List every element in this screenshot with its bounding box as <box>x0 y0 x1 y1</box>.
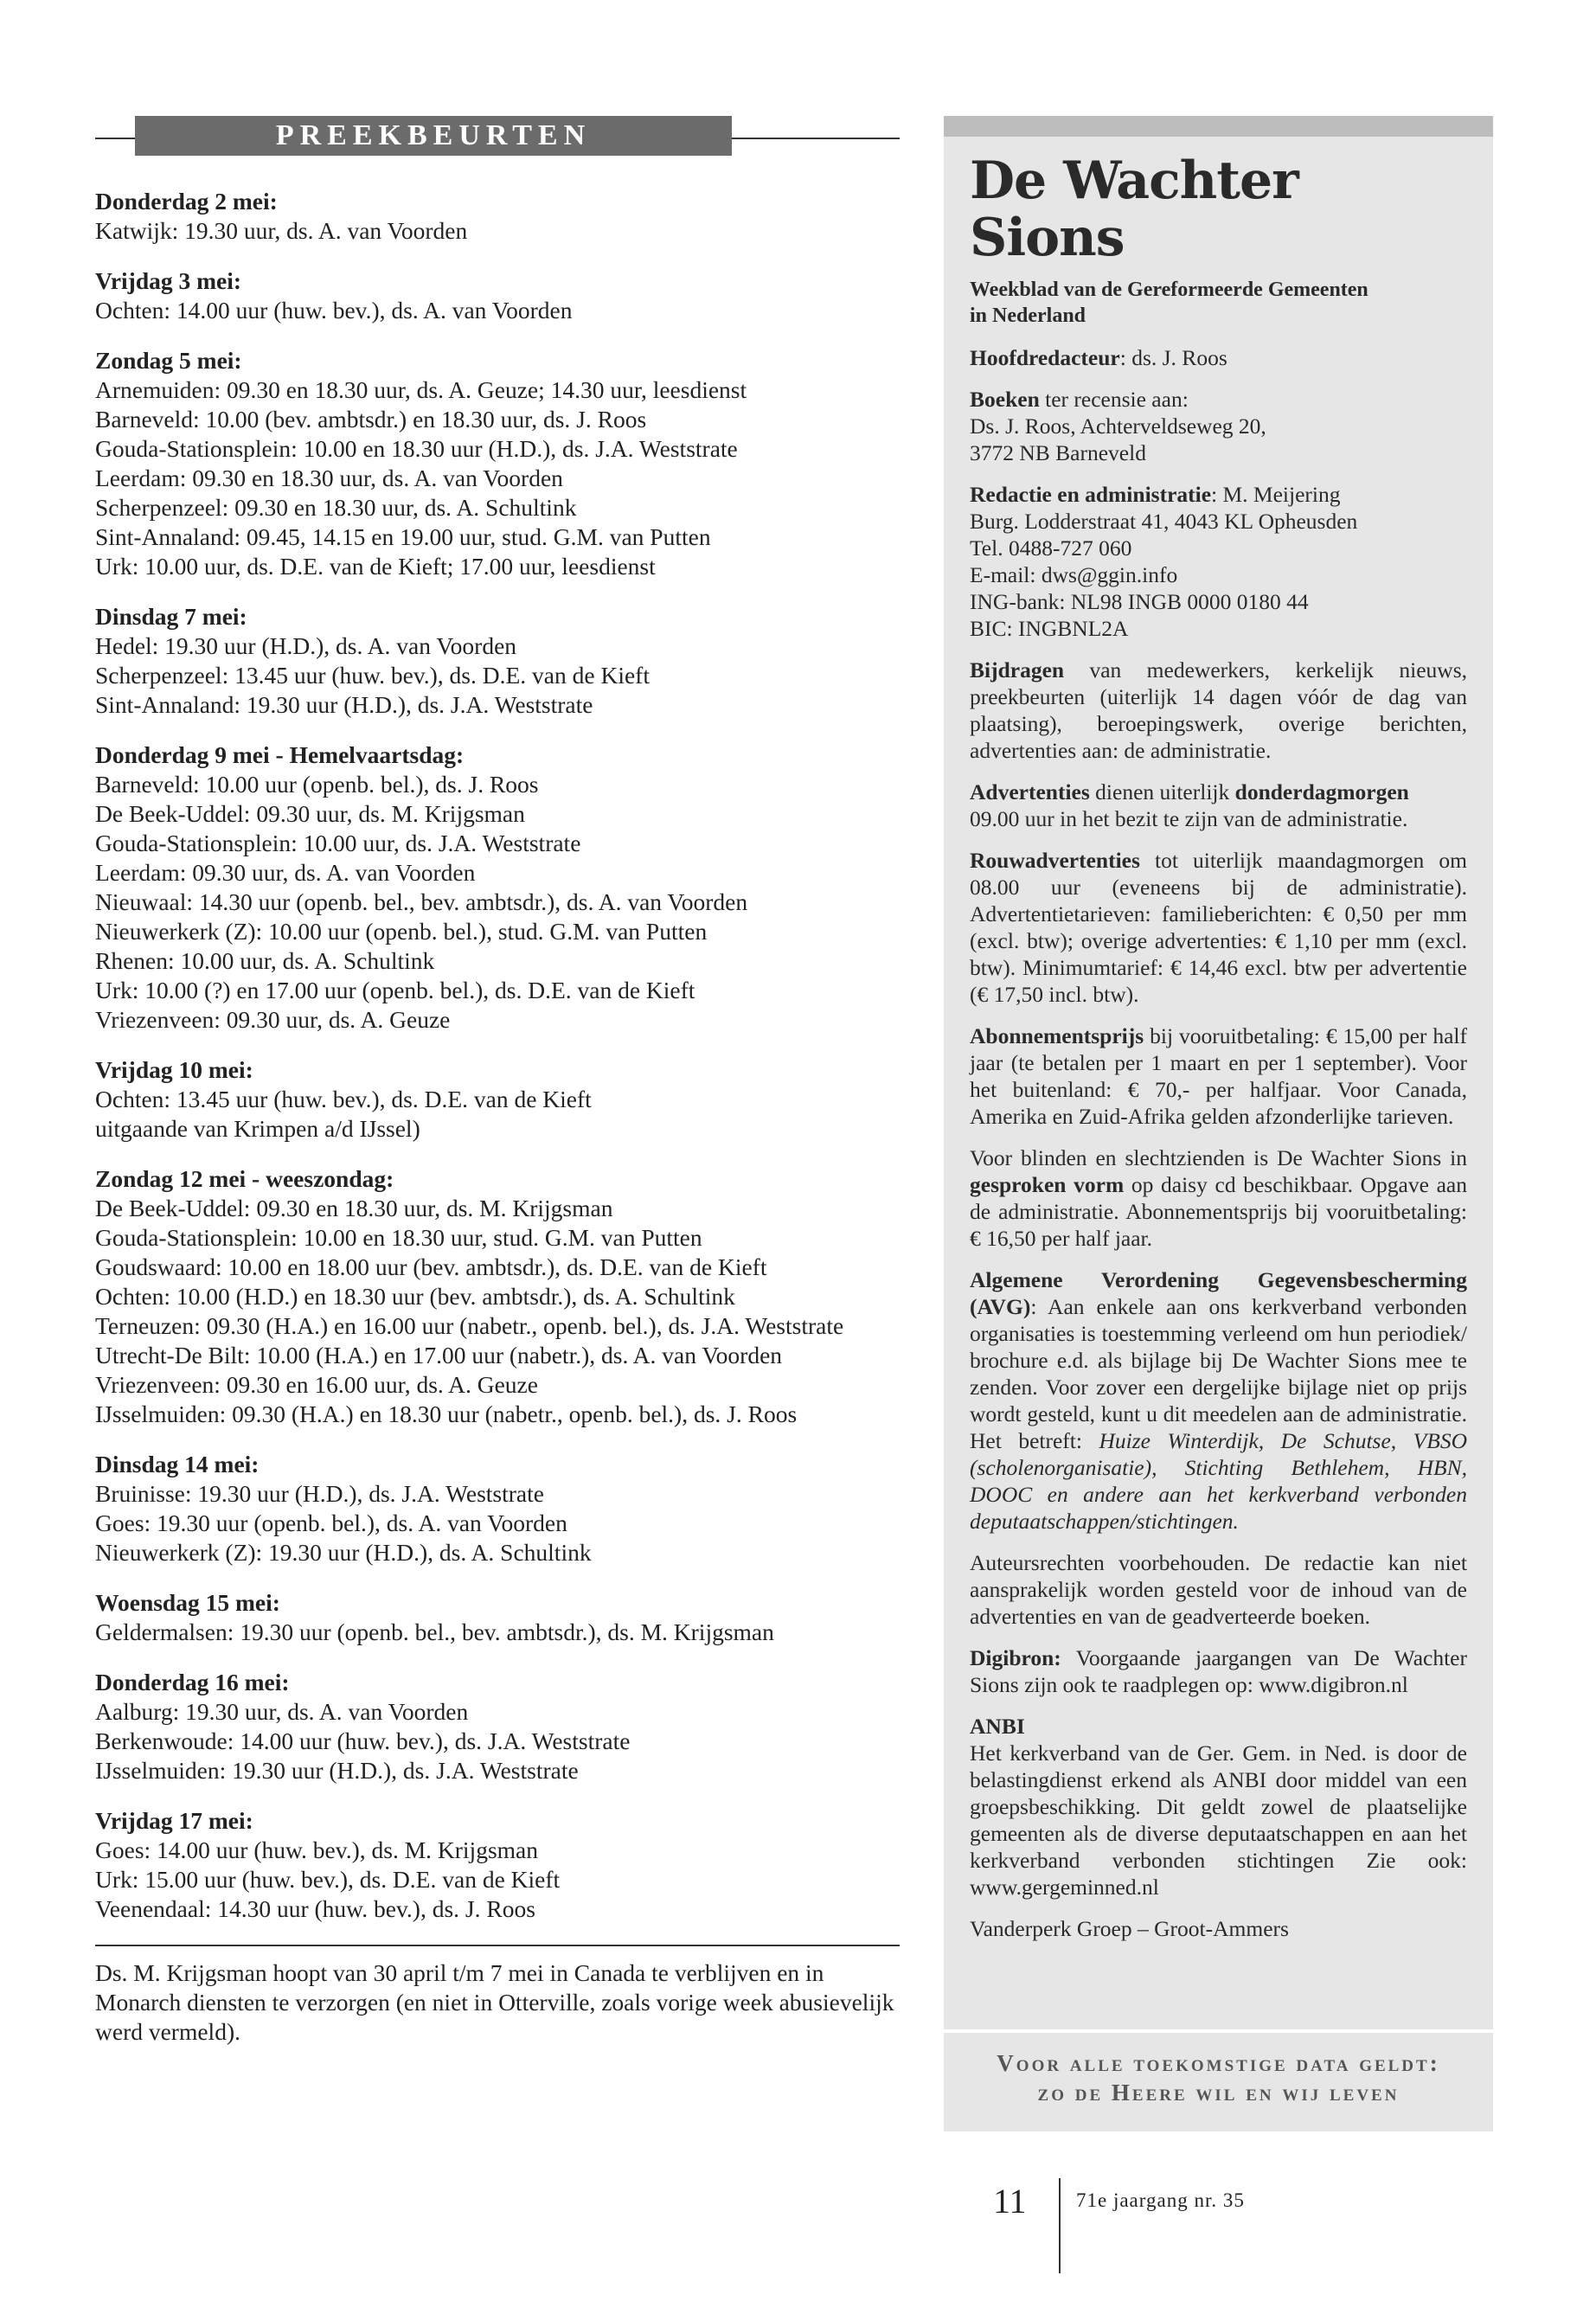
anbi-block <box>970 1713 1467 1900</box>
redactie-email: E-mail: dws@ggin.info <box>970 562 1178 587</box>
day-title: Vrijdag 10 mei: <box>95 1056 253 1083</box>
preekbeurten-column <box>95 116 900 2047</box>
service-line: IJsselmuiden: 09.30 (H.A.) en 18.30 uur (nabetr., openb. bel.), ds. J. Roos <box>95 1400 798 1427</box>
page-number: 11 <box>993 2182 1027 2221</box>
day-entry <box>95 187 900 246</box>
service-line: Sint-Annaland: 19.30 uur (H.D.), ds. J.A. Weststrate <box>95 691 593 718</box>
service-line: De Beek-Uddel: 09.30 uur, ds. M. Krijgsman <box>95 800 525 827</box>
service-line: Sint-Annaland: 09.45, 14.15 en 19.00 uur, stud. G.M. van Putten <box>95 523 711 550</box>
service-line: Gouda-Stationsplein: 10.00 en 18.30 uur, stud. G.M. van Putten <box>95 1224 702 1251</box>
day-entry <box>95 1164 900 1429</box>
service-line: Urk: 10.00 uur, ds. D.E. van de Kieft; 17.00 uur, leesdienst <box>95 553 656 580</box>
bijdragen-block <box>970 657 1467 764</box>
service-line: Arnemuiden: 09.30 en 18.30 uur, ds. A. Geuze; 14.30 uur, leesdienst <box>95 376 747 403</box>
schedule-note: Ds. M. Krijgsman hoopt van 30 april t/m 7 mei in Canada te verblijven en in Monarch diensten te verzorgen (en niet in Otterville, zoals vorige week abusievelijk werd vermeld). <box>95 1959 894 2045</box>
service-line: Gouda-Stationsplein: 10.00 en 18.30 uur (H.D.), ds. J.A. Weststrate <box>95 435 738 462</box>
advertenties-deadline: donderdagmorgen <box>1234 779 1409 804</box>
gesproken-vorm-block <box>970 1144 1467 1252</box>
service-line: Leerdam: 09.30 en 18.30 uur, ds. A. van Voorden <box>95 465 563 491</box>
service-line: Utrecht-De Bilt: 10.00 (H.A.) en 17.00 uur (nabetr.), ds. A. van Voorden <box>95 1342 783 1368</box>
redactie-iban: ING-bank: NL98 INGB 0000 0180 44 <box>970 589 1309 614</box>
digibron-block <box>970 1644 1467 1698</box>
service-line: Ochten: 10.00 (H.D.) en 18.30 uur (bev. ambtsdr.), ds. A. Schultink <box>95 1283 735 1310</box>
advertenties-text: dienen uiterlijk <box>1089 779 1235 804</box>
day-entry <box>95 1450 900 1567</box>
advertenties-block <box>970 779 1467 832</box>
digibron-text: Voorgaande jaargangen van De Wachter Sions zijn ook te raadplegen op: www.digibron.nl <box>970 1645 1467 1697</box>
rouwadvertenties-block <box>970 847 1467 1008</box>
service-line: Scherpenzeel: 09.30 en 18.30 uur, ds. A. Schultink <box>95 494 577 521</box>
service-line: Nieuwerkerk (Z): 10.00 uur (openb. bel.), stud. G.M. van Putten <box>95 918 708 945</box>
service-line: Gouda-Stationsplein: 10.00 uur, ds. J.A. Weststrate <box>95 830 581 856</box>
blinden-text: Voor blinden en slechtzienden is De Wachter Sions in <box>970 1145 1467 1170</box>
day-title: Zondag 12 mei - weeszondag: <box>95 1165 394 1192</box>
advertenties-text-2: 09.00 uur in het bezit te zijn van de administratie. <box>970 806 1408 831</box>
footer-divider <box>1059 2178 1061 2273</box>
hoofdredacteur-block <box>970 344 1467 371</box>
blinden-text-2: op daisy cd beschikbaar. Opgave aan de administratie. Abonnementsprijs bij vooruitbetaling: € 16,50 per half jaar. <box>970 1172 1467 1251</box>
service-line: Leerdam: 09.30 uur, ds. A. van Voorden <box>95 859 476 886</box>
day-entry <box>95 346 900 581</box>
service-line: uitgaande van Krimpen a/d IJssel) <box>95 1115 420 1142</box>
day-title: Donderdag 2 mei: <box>95 188 278 215</box>
day-entry <box>95 1588 900 1647</box>
day-title: Woensdag 15 mei: <box>95 1589 280 1616</box>
advertenties-label: Advertenties <box>970 779 1090 804</box>
redactie-block <box>970 481 1467 642</box>
service-line: Vriezenveen: 09.30 en 16.00 uur, ds. A. Geuze <box>95 1371 538 1398</box>
anbi-text: Het kerkverband van de Ger. Gem. in Ned. is door de belastingdienst erkend als ANBI door middel van een groepsbeschikking. Dit geldt zowel de plaatselijke gemeenten als de diverse deputaatschappen en aan het kerkverband verbonden stichtingen Zie ook: www.gergeminned.nl <box>970 1740 1467 1900</box>
service-line: Aalburg: 19.30 uur, ds. A. van Voorden <box>95 1698 469 1725</box>
service-line: Vriezenveen: 09.30 uur, ds. A. Geuze <box>95 1006 451 1033</box>
bijdragen-text: van medewerkers, kerkelijk nieuws, preekbeurten (uiterlijk 14 dagen vóór de dag van plaatsing), beroepingswerk, overige berichten, advertenties aan: de administratie. <box>970 657 1467 763</box>
masthead-subtitle-line2: in Nederland <box>970 304 1086 327</box>
day-entry <box>95 1055 900 1144</box>
service-line: Nieuwaal: 14.30 uur (openb. bel., bev. ambtsdr.), ds. A. van Voorden <box>95 888 748 915</box>
service-line: Scherpenzeel: 13.45 uur (huw. bev.), ds. D.E. van de Kieft <box>95 662 650 689</box>
service-line: Urk: 10.00 (?) en 17.00 uur (openb. bel.), ds. D.E. van de Kieft <box>95 977 695 1003</box>
service-line: Berkenwoude: 14.00 uur (huw. bev.), ds. J.A. Weststrate <box>95 1727 631 1754</box>
service-line: Ochten: 14.00 uur (huw. bev.), ds. A. van Voorden <box>95 297 573 324</box>
day-entry <box>95 1806 900 1924</box>
boeken-value: ter recensie aan: <box>1039 387 1189 412</box>
anbi-label: ANBI <box>970 1714 1025 1739</box>
service-line: Goes: 19.30 uur (openb. bel.), ds. A. van Voorden <box>95 1509 567 1536</box>
service-line: Barneveld: 10.00 (bev. ambtsdr.) en 18.30 uur, ds. J. Roos <box>95 406 647 433</box>
day-title: Dinsdag 7 mei: <box>95 603 247 630</box>
service-line: Goudswaard: 10.00 en 18.00 uur (bev. ambtsdr.), ds. D.E. van de Kieft <box>95 1253 767 1280</box>
boeken-block <box>970 386 1467 466</box>
day-title: Dinsdag 14 mei: <box>95 1451 260 1477</box>
service-line: De Beek-Uddel: 09.30 en 18.30 uur, ds. M. Krijgsman <box>95 1195 613 1221</box>
day-entry <box>95 1668 900 1785</box>
day-title: Vrijdag 17 mei: <box>95 1807 253 1834</box>
day-title: Vrijdag 3 mei: <box>95 267 242 294</box>
day-title: Zondag 5 mei: <box>95 347 242 374</box>
redactie-address: Burg. Lodderstraat 41, 4043 KL Opheusden <box>970 509 1358 534</box>
service-line: Urk: 15.00 uur (huw. bev.), ds. D.E. van de Kieft <box>95 1866 561 1893</box>
service-line: Terneuzen: 09.30 (H.A.) en 16.00 uur (nabetr., openb. bel.), ds. J.A. Weststrate <box>95 1312 844 1339</box>
drukker-block <box>970 1915 1467 1942</box>
day-title: Donderdag 9 mei - Hemelvaartsdag: <box>95 741 465 768</box>
service-line: Nieuwerkerk (Z): 19.30 uur (H.D.), ds. A. Schultink <box>95 1539 592 1566</box>
abonnement-text: bij vooruitbetaling: € 15,00 per half jaar (te betalen per 1 maart en per 1 september). Voor het buitenland: € 70,- per halfjaar. Voor Canada, Amerika en Zuid-Afrika gelden afzonderlijke tarieven. <box>970 1023 1467 1129</box>
hoofdredacteur-value: : ds. J. Roos <box>1119 345 1227 370</box>
section-title: PREEKBEURTEN <box>135 116 732 156</box>
service-line: Katwijk: 19.30 uur, ds. A. van Voorden <box>95 217 468 244</box>
header-rule-right <box>732 138 900 139</box>
avg-block <box>970 1266 1467 1535</box>
digibron-label: Digibron: <box>970 1645 1061 1670</box>
rouw-label: Rouwadvertenties <box>970 848 1140 873</box>
motto-box <box>944 2029 1493 2131</box>
service-line: Geldermalsen: 19.30 uur (openb. bel., bev. ambtsdr.), ds. M. Krijgsman <box>95 1618 774 1645</box>
avg-text: : Aan enkele aan ons kerkverband verbonden organisaties is toestemming verleend om hun periodiek/ brochure e.d. als bijlage bij De Wachter Sions mee te zenden. Voor zover een dergelijke bijlage niet op prijs wordt gesteld, kunt u dit meedelen aan de administratie. Het betreft: <box>970 1294 1467 1453</box>
redactie-label: Redactie en administratie <box>970 482 1212 507</box>
service-line: Ochten: 13.45 uur (huw. bev.), ds. D.E. van de Kieft <box>95 1086 592 1112</box>
service-line: Rhenen: 10.00 uur, ds. A. Schultink <box>95 947 435 974</box>
auteursrecht-text: Auteursrechten voorbehouden. De redactie kan niet aansprakelijk worden gesteld voor de inhoud van de advertenties en van de geadverteerde boeken. <box>970 1550 1467 1629</box>
service-line: Bruinisse: 19.30 uur (H.D.), ds. J.A. Weststrate <box>95 1480 544 1507</box>
service-line: IJsselmuiden: 19.30 uur (H.D.), ds. J.A. Weststrate <box>95 1757 579 1784</box>
avg-label: Algemene Verordening Gegevensbescherming (AVG) <box>970 1267 1467 1319</box>
boeken-postcode-line: 3772 NB Barneveld <box>970 440 1146 465</box>
redactie-bic: BIC: INGBNL2A <box>970 616 1129 641</box>
redactie-phone: Tel. 0488-727 060 <box>970 535 1132 561</box>
drukker-text: Vanderperk Groep – Groot-Ammers <box>970 1916 1289 1941</box>
rouw-text: tot uiterlijk maandagmorgen om 08.00 uur (eveneens bij de administratie). Advertentietarieven: familieberichten: € 0,50 per mm (excl. btw); overige advertenties: € 1,10 per mm (excl. btw). Minimumtarief: € 14,46 excl. btw per advertentie (€ 17,50 incl. btw). <box>970 848 1467 1007</box>
boeken-label: Boeken <box>970 387 1040 412</box>
day-title: Donderdag 16 mei: <box>95 1669 290 1695</box>
boeken-address-line: Ds. J. Roos, Achterveldseweg 20, <box>970 413 1266 439</box>
auteursrecht-block <box>970 1549 1467 1630</box>
schedule-list <box>95 187 900 1924</box>
abonnement-block <box>970 1022 1467 1130</box>
service-line: Goes: 14.00 uur (huw. bev.), ds. M. Krijgsman <box>95 1836 538 1863</box>
service-line: Veenendaal: 14.30 uur (huw. bev.), ds. J. Roos <box>95 1895 535 1922</box>
colophon-top-bar <box>944 116 1493 137</box>
redactie-value: : M. Meijering <box>1211 482 1341 507</box>
colophon-box <box>944 116 1493 2131</box>
abonnement-label: Abonnementsprijs <box>970 1023 1144 1048</box>
day-entry <box>95 266 900 325</box>
day-entry <box>95 602 900 720</box>
hoofdredacteur-label: Hoofdredacteur <box>970 345 1120 370</box>
issue-info: 71e jaargang nr. 35 <box>1076 2189 1245 2211</box>
service-line: Hedel: 19.30 uur (H.D.), ds. A. van Voorden <box>95 632 517 659</box>
motto-line1: Voor alle toekomstige data geldt: <box>997 2050 1440 2076</box>
avg-italic: Huize Winterdijk, De Schutse, VBSO (scholenorganisatie), Stichting Bethlehem, HBN, DOOC en andere aan het kerkverband verbonden deputaatschappen/stichtingen. <box>970 1428 1467 1534</box>
masthead-subtitle <box>970 277 1467 329</box>
day-entry <box>95 740 900 1035</box>
section-header <box>95 116 900 159</box>
header-rule-left <box>95 138 135 139</box>
masthead-title: De Wachter Sions <box>970 151 1298 268</box>
bijdragen-label: Bijdragen <box>970 657 1065 683</box>
blinden-bold: gesproken vorm <box>970 1172 1125 1197</box>
masthead-subtitle-line1: Weekblad van de Gereformeerde Gemeenten <box>970 279 1368 301</box>
motto-line2: zo de Heere wil en wij leven <box>1037 2080 1400 2106</box>
divider <box>95 1945 900 1946</box>
service-line: Barneveld: 10.00 uur (openb. bel.), ds. J. Roos <box>95 771 539 798</box>
